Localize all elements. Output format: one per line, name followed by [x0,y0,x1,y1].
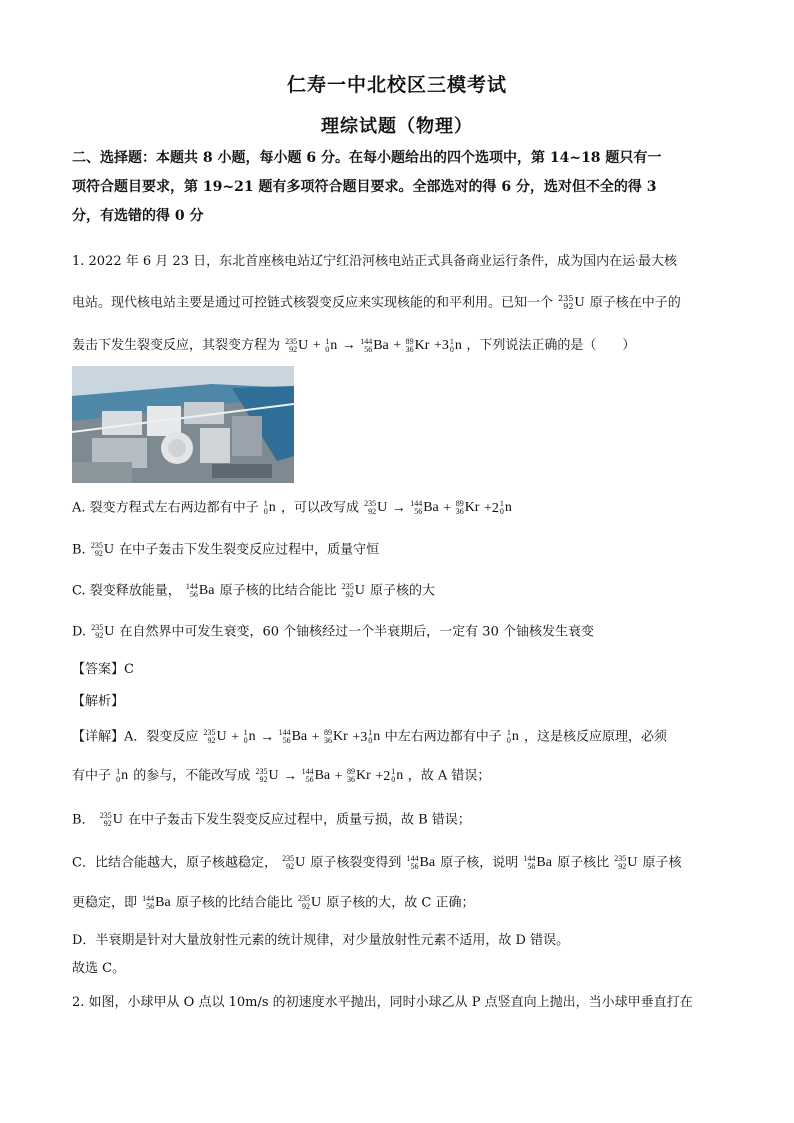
detail-line: 【详解】A．裂变反应 235 92 U + 1 0 n → 144 56 Ba + 89 36 Kr +3 1 0 n 中左右两边都有中子 1 0 n ，这是核反应原理，必须 [72,728,668,746]
detail-line: D．半衰期是针对大量放射性元素的统计规律，对少量放射性元素不适用，故 D 错误。 [72,933,570,948]
nuclide-U235: 235 92 U [558,294,585,311]
option-b: B. 235 92 U 在中子轰击下发生裂变反应过程中，质量守恒 [72,541,380,558]
detail-line: 更稳定，即 144 56 Ba 原子核的比结合能比 235 92 U 原子核的大，故 C 正确； [72,894,475,911]
nuclear-plant-illustration [72,366,294,483]
option-a: A. 裂变方程式左右两边都有中子 1 0 n ，可以改写成 235 92 U → 144 56 Ba + 89 36 Kr +2 1 0 n [72,499,512,517]
option-d: D. 235 92 U 在自然界中可发生衰变，60 个铀核经过一个半衰期后，一定有 30 个铀核发生衰变 [72,623,594,640]
conclusion: 故选 C。 [72,961,126,976]
detail-line: 有中子 1 0 n 的参与，不能改写成 235 92 U → 144 56 Ba + 89 36 Kr +2 1 0 n ，故 A 错误； [72,767,491,785]
q1-stem-line3: 轰击下发生裂变反应，其裂变方程为 235 92 U + 1 0 n → 144 56 Ba + 89 36 Kr +3 1 0 n ，下列说法正确的是（ ） [72,337,636,354]
answer-label: 【答案】C [72,662,134,677]
section-instructions [72,144,732,231]
page-title: 仁寿一中北校区三模考试 [286,74,507,96]
option-c: C. 裂变释放能量， 144 56 Ba 原子核的比结合能比 235 92 U 原子核的大 [72,582,436,599]
detail-line: B． 235 92 U 在中子轰击下发生裂变反应过程中，质量亏损，故 B 错误； [72,811,471,828]
q1-stem-line2: 电站。现代核电站主要是通过可控链式核裂变反应来实现核能的和平利用。已知一个 235 92 U 原子核在中子的 [72,294,681,311]
nuclear-plant-photo [72,366,294,483]
analysis-label: 【解析】 [72,694,125,709]
q2-stem-line1: 2. 如图，小球甲从 O 点以 10m/s 的初速度水平抛出，同时小球乙从 P 点竖直向上抛出，当小球甲垂直打在 [72,995,693,1010]
q1-stem-line1: 1. 2022 年 6 月 23 日，东北首座核电站辽宁红沿河核电站正式具备商业运行条件，成为国内在运·最大核 [72,254,677,269]
section-line: 二、选择题：本题共 8 小题，每小题 6 分。在每小题给出的四个选项中，第 14~18 题只有一 [72,150,662,166]
section-line: 分，有选错的得 0 分 [72,208,204,224]
page-subtitle: 理综试题（物理） [321,116,473,137]
section-line: 项符合题目要求，第 19~21 题有多项符合题目要求。全部选对的得 6 分，选对但不全的得 3 [72,179,657,195]
detail-line: C．比结合能越大，原子核越稳定， 235 92 U 原子核裂变得到 144 56 Ba 原子核，说明 144 56 Ba 原子核比 235 92 U 原子核 [72,854,682,871]
fission-equation: 235 92 U + 1 0 n → 144 56 Ba + 89 36 Kr +3 1 0 n [285,337,462,354]
